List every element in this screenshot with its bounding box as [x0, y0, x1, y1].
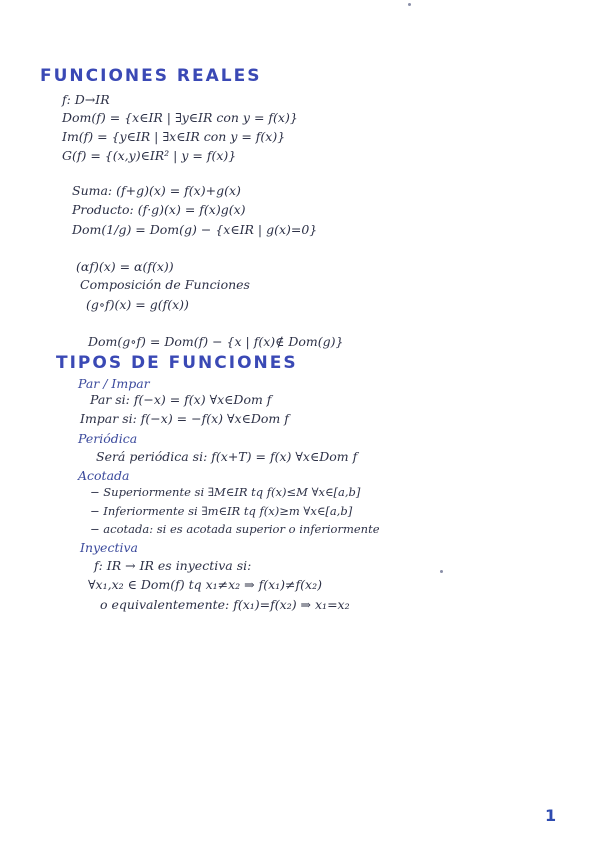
- note-line: G(f) = {(x,y)∈IR² | y = f(x)}: [62, 148, 237, 163]
- note-line: Dom(1/g) = Dom(g) − {x∈IR | g(x)=0}: [72, 222, 318, 237]
- subheading-acotada: Acotada: [78, 468, 130, 483]
- ink-dot: [408, 3, 411, 6]
- note-line: Suma: (f+g)(x) = f(x)+g(x): [72, 183, 241, 198]
- section-title-tipos-de-funciones: TIPOS DE FUNCIONES: [56, 353, 298, 373]
- note-line: Será periódica si: f(x+T) = f(x) ∀x∈Dom f: [96, 449, 358, 464]
- note-line: (αf)(x) = α(f(x)): [76, 259, 174, 274]
- ink-dot: [440, 570, 443, 573]
- section-title-funciones-reales: FUNCIONES REALES: [40, 66, 262, 86]
- note-line: Composición de Funciones: [80, 277, 250, 292]
- subheading-inyectiva: Inyectiva: [80, 540, 138, 555]
- subheading-periodica: Periódica: [78, 431, 138, 446]
- note-line: f: D→IR: [62, 92, 110, 107]
- note-line: f: IR → IR es inyectiva si:: [94, 558, 252, 573]
- note-line: Im(f) = {y∈IR | ∃x∈IR con y = f(x)}: [62, 129, 286, 144]
- note-line: − Superiormente si ∃M∈IR tq f(x)≤M ∀x∈[a,b]: [90, 485, 361, 499]
- note-line: − Inferiormente si ∃m∈IR tq f(x)≥m ∀x∈[a,b]: [90, 504, 353, 518]
- page-number: 1: [545, 806, 557, 825]
- subheading-par-impar: Par / Impar: [78, 376, 150, 391]
- note-line: Impar si: f(−x) = −f(x) ∀x∈Dom f: [80, 411, 289, 426]
- note-line: Dom(g∘f) = Dom(f) − {x | f(x)∉ Dom(g)}: [88, 334, 344, 349]
- note-line: Producto: (f·g)(x) = f(x)g(x): [72, 202, 246, 217]
- note-line: Dom(f) = {x∈IR | ∃y∈IR con y = f(x)}: [62, 110, 298, 125]
- note-line: − acotada: si es acotada superior o inferiormente: [90, 522, 380, 536]
- note-line: Par si: f(−x) = f(x) ∀x∈Dom f: [90, 392, 272, 407]
- note-line: o equivalentemente: f(x₁)=f(x₂) ⇒ x₁=x₂: [100, 597, 350, 612]
- note-line: (g∘f)(x) = g(f(x)): [86, 297, 189, 312]
- note-line: ∀x₁,x₂ ∈ Dom(f) tq x₁≠x₂ ⇒ f(x₁)≠f(x₂): [88, 577, 322, 592]
